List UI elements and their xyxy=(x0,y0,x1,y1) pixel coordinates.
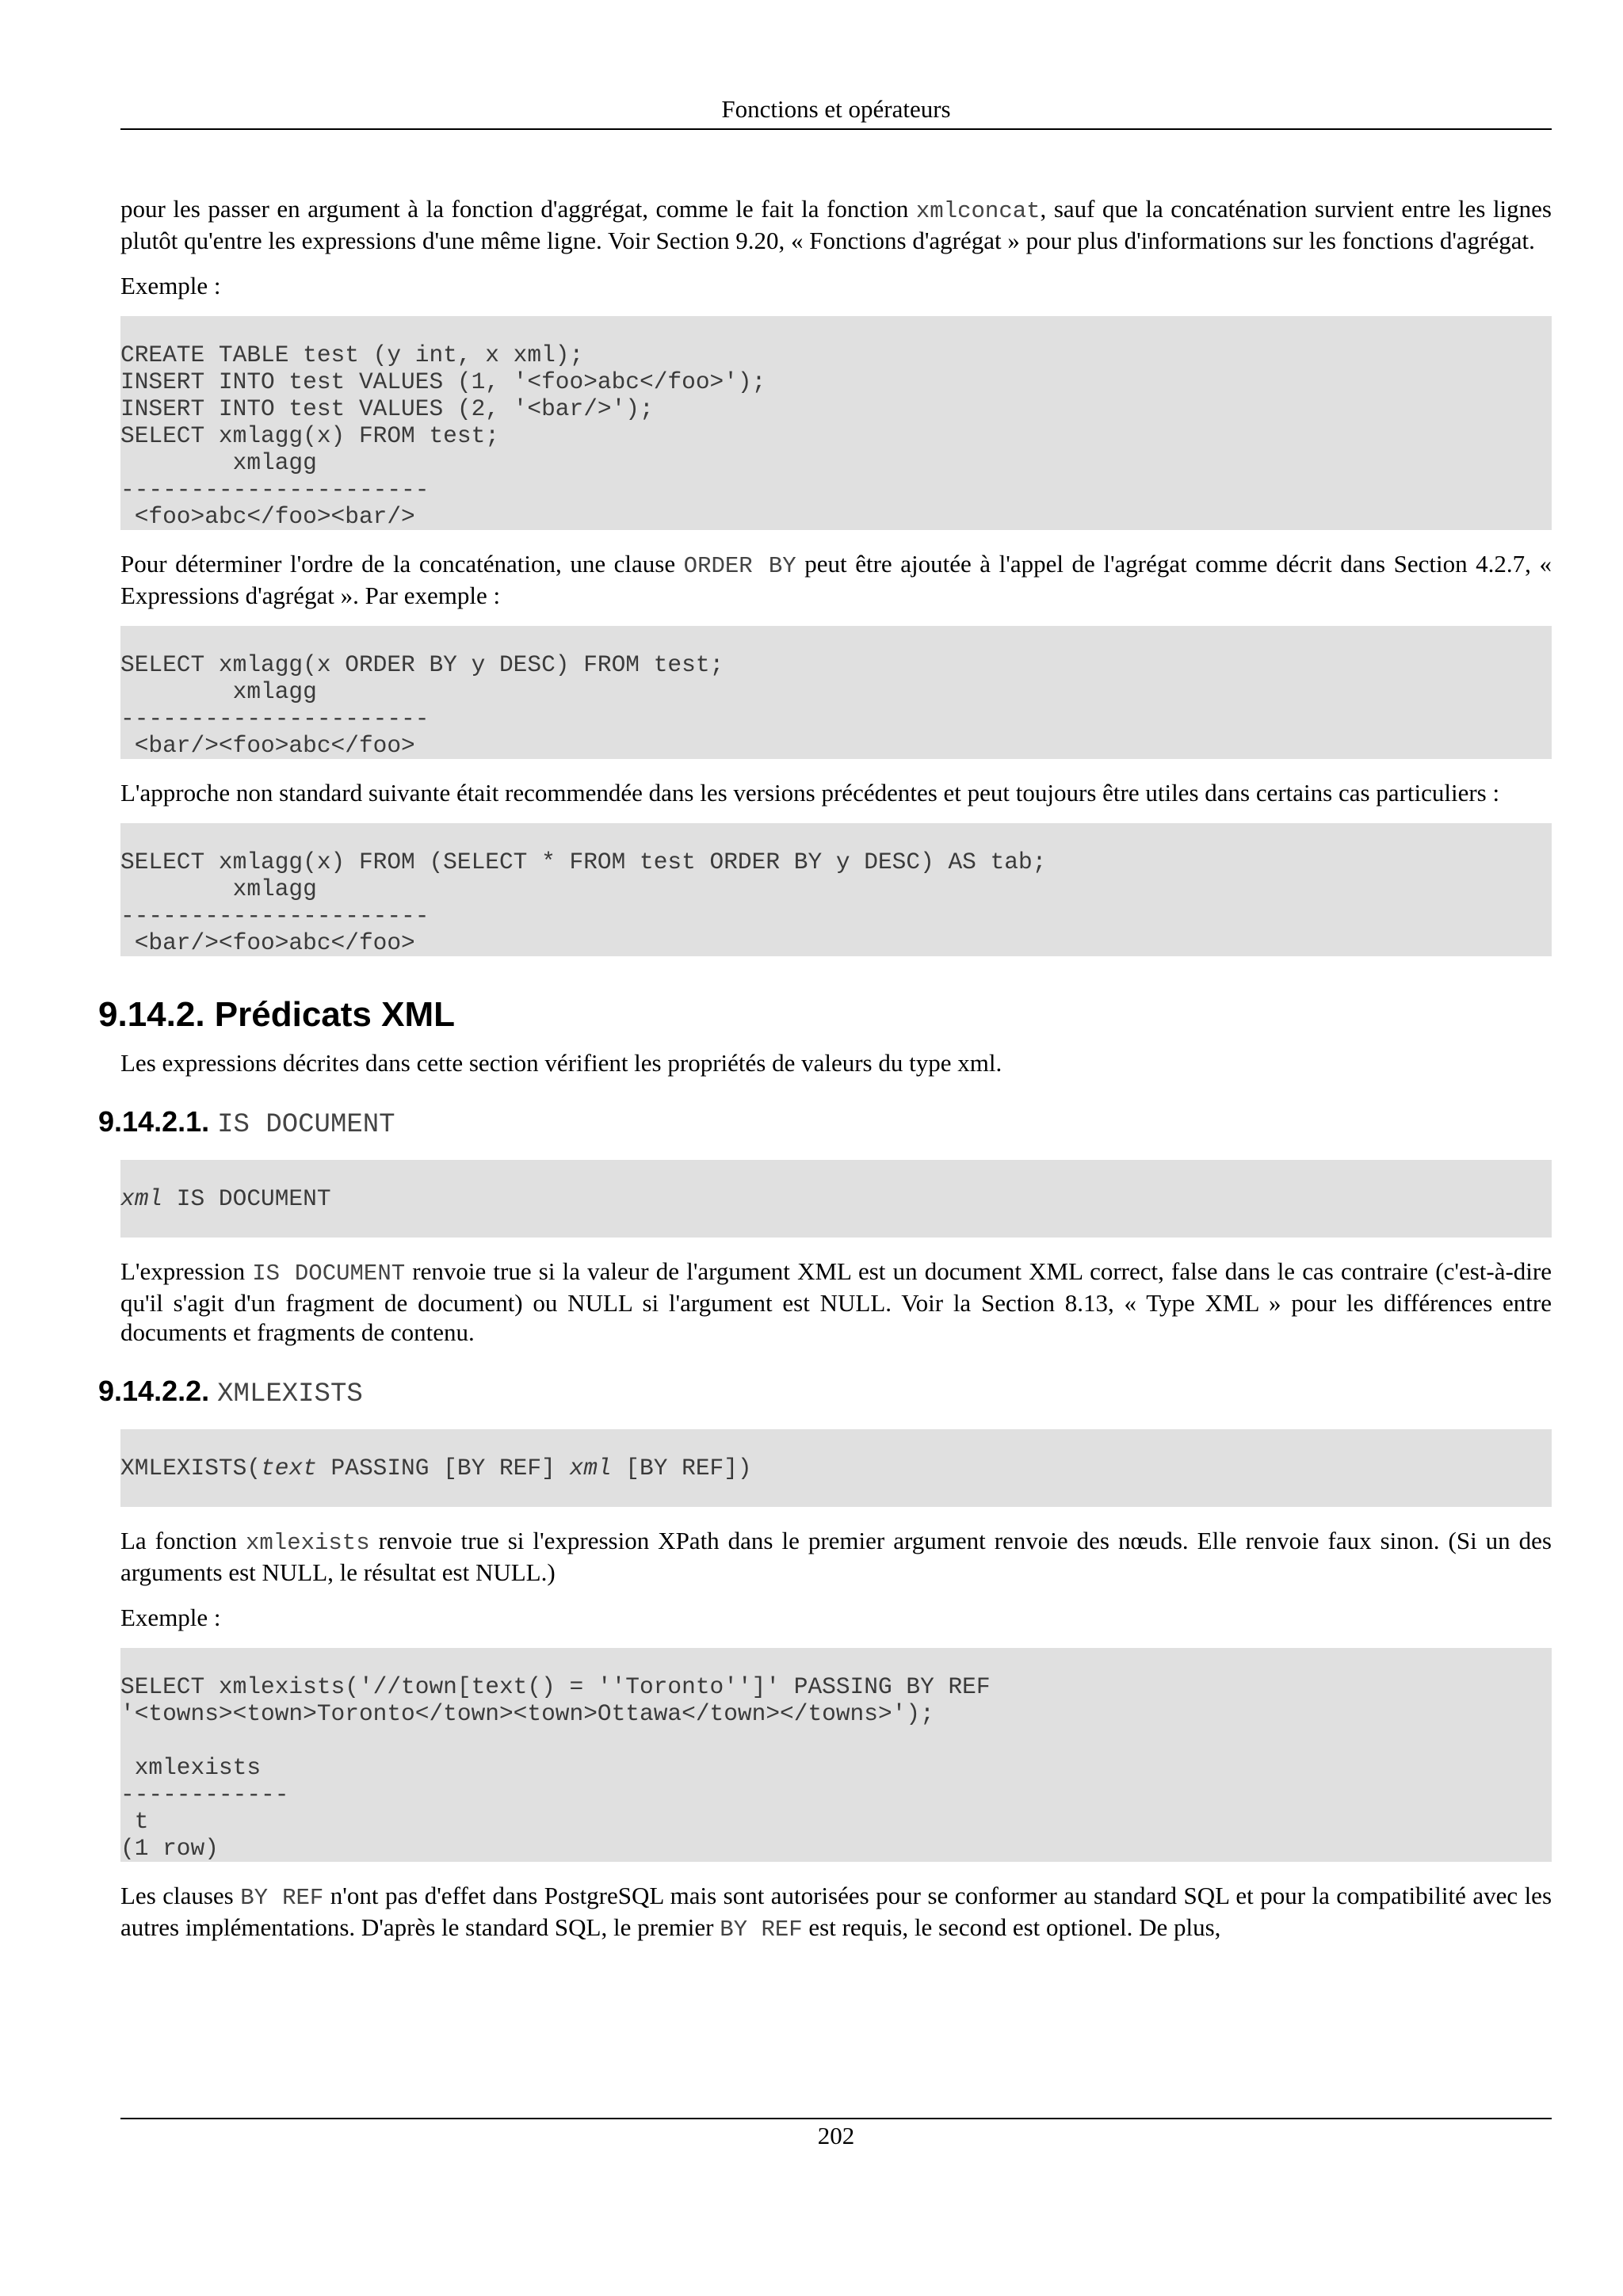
header-rule xyxy=(120,128,1552,130)
paragraph-predicates-intro: Les expressions décrites dans cette section vérifient les propriétés de valeurs du type xml. xyxy=(120,1049,1002,1077)
inline-code-order-by: ORDER BY xyxy=(683,553,796,579)
footer-rule xyxy=(120,2118,1552,2119)
inline-code-is-document: IS DOCUMENT xyxy=(252,1261,406,1287)
paragraph-by-ref: Les clauses BY REF n'ont pas d'effet dans PostgreSQL mais sont autorisées pour se conformer au standard SQL et pour la compatibilité avec les autres implémentations. D'après le standard SQL, le premier BY REF est requis, le second est optionel. De plus, xyxy=(120,1882,1552,1943)
paragraph-non-standard: L'approche non standard suivante était recommendée dans les versions précédentes et peut toujours être utiles dans certains cas particuliers : xyxy=(120,779,1500,807)
syntax-block-is-document: xml IS DOCUMENT xyxy=(120,1160,1552,1238)
paragraph-xmlexists: La fonction xmlexists renvoie true si l'expression XPath dans le premier argument renvoie des nœuds. Elle renvoie faux sinon. (Si un des arguments est NULL, le résultat est NULL.) xyxy=(120,1527,1552,1586)
paragraph-order-by: Pour déterminer l'ordre de la concaténation, une clause ORDER BY peut être ajoutée à l'appel de l'agrégat comme décrit dans Section 4.2.7, « Expressions d'agrégat ». Par exemple : xyxy=(120,550,1552,609)
running-header: Fonctions et opérateurs xyxy=(721,95,951,123)
code-block-subquery-example: SELECT xmlagg(x) FROM (SELECT * FROM test ORDER BY y DESC) AS tab; xmlagg ---------------------- <bar/><foo>abc</foo> xyxy=(120,823,1552,956)
code-block-xmlagg-example: CREATE TABLE test (y int, x xml); INSERT INTO test VALUES (1, '<foo>abc</foo>'); INSERT INTO test VALUES (2, '<bar/>'); SELECT xmlagg(x) FROM test; xmlagg ---------------------- <foo>abc</foo><bar/> xyxy=(120,316,1552,530)
inline-code-by-ref: BY REF xyxy=(240,1885,324,1911)
section-heading-xml-predicates: 9.14.2. Prédicats XML xyxy=(98,995,455,1034)
subsection-heading-xmlexists: 9.14.2.2. XMLEXISTS xyxy=(98,1375,363,1409)
example-label-xmlexists: Exemple : xyxy=(120,1604,221,1631)
page-number: 202 xyxy=(817,2122,855,2149)
paragraph-is-document: L'expression IS DOCUMENT renvoie true si la valeur de l'argument XML est un document XML correct, false dans le cas contraire (c'est-à-dire qu'il s'agit d'un fragment de document) ou NULL si l'argument est NULL. Voir la Section 8.13, « Type XML » pour les différences entre documents et fragments de contenu. xyxy=(120,1257,1552,1346)
code-block-order-by-example: SELECT xmlagg(x ORDER BY y DESC) FROM test; xmlagg ---------------------- <bar/><foo>abc</foo> xyxy=(120,626,1552,759)
code-block-xmlexists-example: SELECT xmlexists('//town[text() = ''Toronto'']' PASSING BY REF '<towns><town>Toronto</town><town>Ottawa</town></towns>'); xmlexists ------------ t (1 row) xyxy=(120,1648,1552,1862)
inline-code-xmlexists: xmlexists xyxy=(245,1530,370,1556)
inline-code-xmlconcat: xmlconcat xyxy=(915,198,1041,224)
syntax-block-xmlexists: XMLEXISTS(text PASSING [BY REF] xml [BY REF]) xyxy=(120,1429,1552,1507)
page-content xyxy=(98,194,1552,1960)
example-label: Exemple : xyxy=(120,272,221,299)
inline-code-by-ref-2: BY REF xyxy=(720,1917,803,1943)
subsection-heading-is-document: 9.14.2.1. IS DOCUMENT xyxy=(98,1105,395,1140)
paragraph-xmlagg-intro: pour les passer en argument à la fonction d'aggrégat, comme le fait la fonction xmlconcat, sauf que la concaténation survient entre les lignes plutôt qu'entre les expressions d'une même ligne. Voir Section 9.20, « Fonctions d'agrégat » pour plus d'informations sur les fonctions d'agrégat. xyxy=(120,195,1552,254)
document-page xyxy=(98,0,1552,2296)
